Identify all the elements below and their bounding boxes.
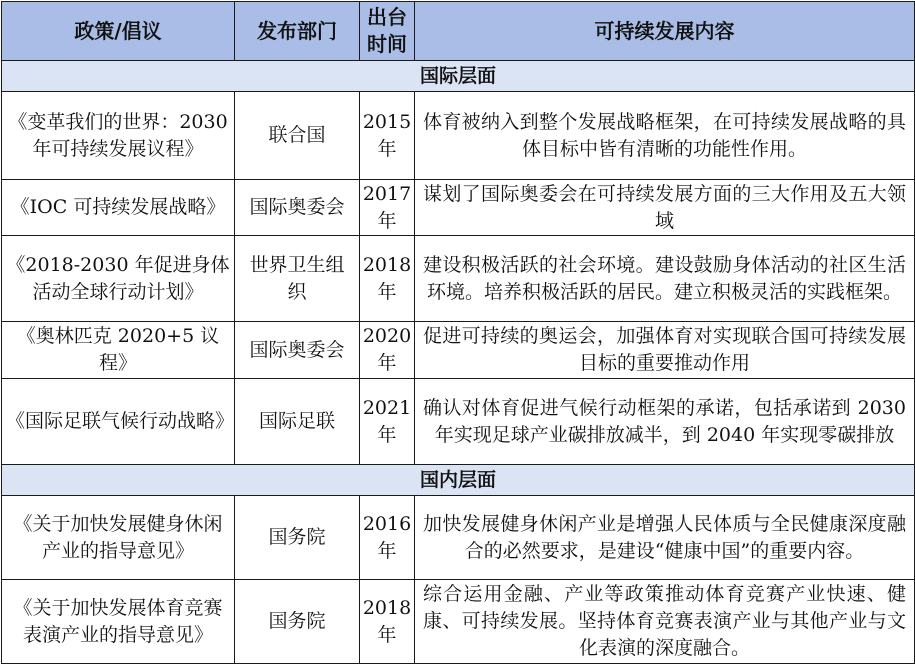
year: 2015 年 <box>360 92 415 180</box>
header-row <box>2 2 915 61</box>
table-row <box>2 92 915 180</box>
policy-name: 《关于加快发展健身休闲产业的指导意见》 <box>2 496 235 580</box>
table-row <box>2 496 915 580</box>
year: 2016 年 <box>360 496 415 580</box>
table-row <box>2 236 915 322</box>
year: 2017 年 <box>360 180 415 236</box>
section-row-domestic <box>2 465 915 496</box>
content: 谋划了国际奥委会在可持续发展方面的三大作用及五大领域 <box>415 180 915 236</box>
table-row <box>2 580 915 664</box>
dept-name: 国际奥委会 <box>235 322 360 379</box>
policy-name: 《IOC 可持续发展战略》 <box>2 180 235 236</box>
header-content: 可持续发展内容 <box>415 2 915 61</box>
section-title-international: 国际层面 <box>2 61 915 92</box>
content: 综合运用金融、产业等政策推动体育竞赛产业快速、健康、可持续发展。坚持体育竞赛表演产业与其他产业与文化表演的深度融合。 <box>415 580 915 664</box>
policy-name: 《2018-2030 年促进身体活动全球行动计划》 <box>2 236 235 322</box>
content: 加快发展健身休闲产业是增强人民体质与全民健康深度融合的必然要求，是建设“健康中国”的重要内容。 <box>415 496 915 580</box>
policy-name: 《关于加快发展体育竞赛表演产业的指导意见》 <box>2 580 235 664</box>
section-title-domestic: 国内层面 <box>2 465 915 496</box>
content: 促进可持续的奥运会，加强体育对实现联合国可持续发展目标的重要推动作用 <box>415 322 915 379</box>
header-time: 出台时间 <box>360 2 415 61</box>
policy-name: 《变革我们的世界：2030 年可持续发展议程》 <box>2 92 235 180</box>
table-row <box>2 180 915 236</box>
dept-name: 国际奥委会 <box>235 180 360 236</box>
dept-name: 国务院 <box>235 580 360 664</box>
content: 建设积极活跃的社会环境。建设鼓励身体活动的社区生活环境。培养积极活跃的居民。建立积极灵活的实践框架。 <box>415 236 915 322</box>
header-dept: 发布部门 <box>235 2 360 61</box>
year: 2021 年 <box>360 379 415 465</box>
dept-name: 联合国 <box>235 92 360 180</box>
content: 确认对体育促进气候行动框架的承诺，包括承诺到 2030 年实现足球产业碳排放减半，到 2040 年实现零碳排放 <box>415 379 915 465</box>
dept-name: 国际足联 <box>235 379 360 465</box>
table-row <box>2 322 915 379</box>
table-row <box>2 379 915 465</box>
year: 2018 年 <box>360 236 415 322</box>
header-policy: 政策/倡议 <box>2 2 235 61</box>
section-row-international <box>2 61 915 92</box>
dept-name: 国务院 <box>235 496 360 580</box>
policy-name: 《奥林匹克 2020+5 议程》 <box>2 322 235 379</box>
policy-name: 《国际足联气候行动战略》 <box>2 379 235 465</box>
year: 2020 年 <box>360 322 415 379</box>
policy-table <box>1 1 915 664</box>
year: 2018 年 <box>360 580 415 664</box>
content: 体育被纳入到整个发展战略框架，在可持续发展战略的具体目标中皆有清晰的功能性作用。 <box>415 92 915 180</box>
dept-name: 世界卫生组织 <box>235 236 360 322</box>
